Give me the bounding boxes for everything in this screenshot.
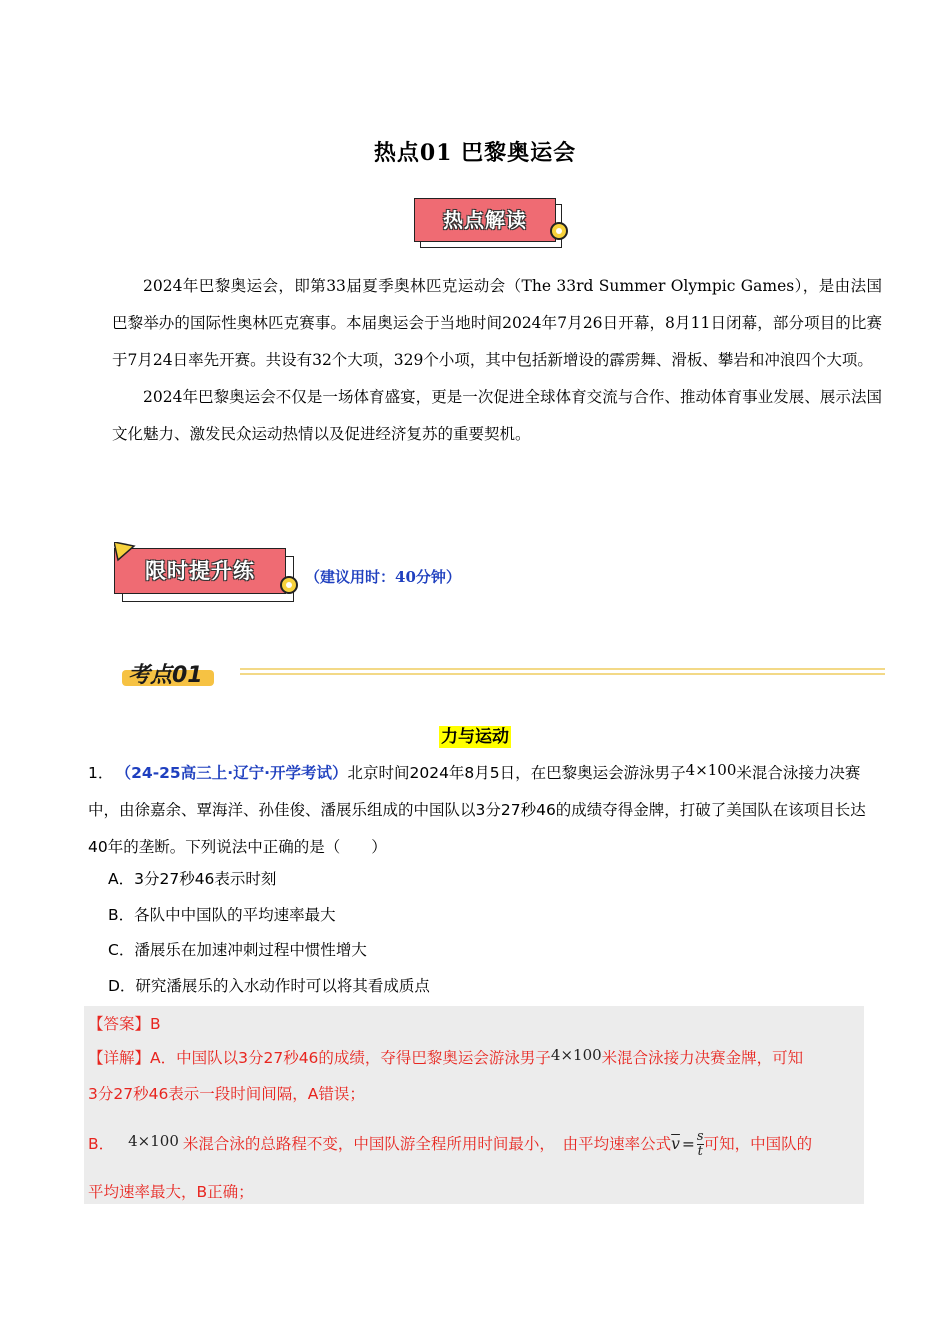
formula-numerator: s bbox=[696, 1129, 704, 1144]
intro-text bbox=[112, 268, 882, 453]
question-text-a: 北京时间2024年8月5日，在巴黎奥运会游泳男子 bbox=[347, 764, 686, 782]
page-title: 热点01 巴黎奥运会 bbox=[373, 140, 577, 166]
divider bbox=[240, 668, 885, 670]
exam-point-header bbox=[122, 656, 214, 688]
math-expression: 4×100 bbox=[128, 1132, 179, 1150]
answer-detail-a bbox=[88, 1046, 803, 1068]
answer-detail-b-cont: 平均速率最大，B正确； bbox=[88, 1183, 254, 1201]
detail-a-text-2: 米混合泳接力决赛金牌，可知 bbox=[601, 1049, 804, 1067]
question-number: 1． bbox=[88, 764, 114, 782]
answer-detail-a-cont: 3分27秒46表示一段时间间隔，A错误； bbox=[88, 1085, 365, 1103]
intro-paragraph-1: 2024年巴黎奥运会，即第33届夏季奥林匹克运动会（The 33rd Summer Olympic Games），是由法国巴黎举办的国际性奥林匹克赛事。本届奥运会于当地时间2024年7月26日开幕，8月11日闭幕，部分项目的比赛于7月24日率先开赛。共设有32个大项，329个小项，其中包括新增设的霹雳舞、滑板、攀岩和冲浪四个大项。 bbox=[112, 277, 882, 369]
formula-v: $\overline{v}$ bbox=[671, 1135, 680, 1153]
answer-label: 【答案】B bbox=[88, 1015, 161, 1033]
hotspot-badge-label: 热点解读 bbox=[414, 198, 556, 242]
question-source: （24-25高三上·辽宁·开学考试） bbox=[123, 764, 348, 782]
suggested-time: （建议用时：40分钟） bbox=[305, 568, 461, 586]
options-list bbox=[108, 862, 430, 1004]
option-d: D．研究潘展乐的入水动作时可以将其看成质点 bbox=[108, 976, 430, 995]
hotspot-badge bbox=[414, 196, 574, 252]
detail-b-text-1: 米混合泳的总路程不变，中国队游全程所用时间最小， 由平均速率公式 bbox=[182, 1135, 672, 1153]
answer-detail-b bbox=[88, 1130, 812, 1159]
question-text-b: 米混合泳接力决赛中，由徐嘉余、覃海洋、孙佳俊、潘展乐组成的中国队以3分27秒46的成绩夺得金牌，打破了美国队在该项目长达40年的垄断。下列说法中正确的是（ ） bbox=[88, 764, 866, 856]
detail-a-text-1: 【详解】A．中国队以3分27秒46的成绩，夺得巴黎奥运会游泳男子 bbox=[88, 1049, 551, 1067]
section-title-text: 力与运动 bbox=[441, 727, 509, 747]
intro-paragraph-2: 2024年巴黎奥运会不仅是一场体育盛宴，更是一次促进全球体育交流与合作、推动体育事业发展、展示法国文化魅力、激发民众运动热情以及促进经济复苏的重要契机。 bbox=[112, 388, 882, 443]
answer-box bbox=[84, 1006, 864, 1204]
formula-eq: = bbox=[681, 1135, 695, 1153]
math-expression: 4×100 bbox=[550, 1046, 602, 1064]
divider bbox=[240, 673, 885, 675]
practice-badge bbox=[114, 542, 304, 606]
detail-b-prefix: B． bbox=[88, 1135, 115, 1153]
exam-point-label: 考点01 bbox=[128, 663, 203, 688]
math-expression: 4×100 bbox=[685, 761, 737, 779]
option-a: A．3分27秒46表示时刻 bbox=[108, 870, 277, 888]
section-title bbox=[0, 722, 950, 747]
practice-badge-label: 限时提升练 bbox=[114, 548, 286, 594]
question-stem bbox=[88, 752, 878, 866]
detail-b-text-2: 可知，中国队的 bbox=[703, 1135, 813, 1153]
formula-denominator: t bbox=[697, 1144, 703, 1159]
option-c: C．潘展乐在加速冲刺过程中惯性增大 bbox=[108, 941, 367, 959]
formula-fraction bbox=[697, 1130, 704, 1159]
ring-icon bbox=[550, 222, 568, 240]
flag-icon bbox=[114, 542, 136, 562]
ring-icon bbox=[280, 576, 298, 594]
option-b: B．各队中中国队的平均速率最大 bbox=[108, 905, 336, 924]
